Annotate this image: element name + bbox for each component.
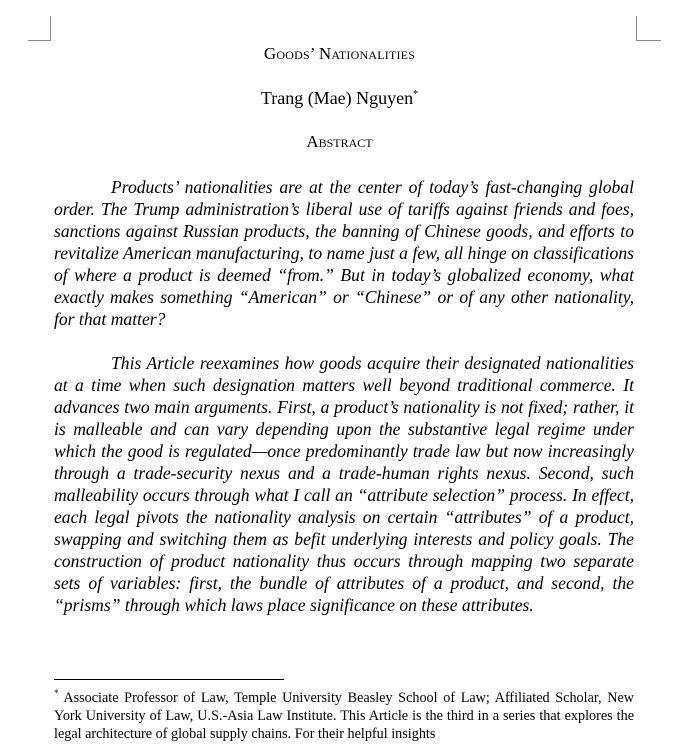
page-corner-mark-right [636, 16, 661, 41]
page-corner-mark-left [28, 16, 51, 41]
footnote-text: Associate Professor of Law, Temple University Beasley School of Law; Affiliated Scholar, New York University of Law, U.S.-Asia Law Institute. This Article is the third in a series that explores the legal architecture of global supply chains. For their helpful insights [54, 690, 635, 742]
author-footnote-marker[interactable]: * [413, 89, 419, 100]
footnote-marker: * [54, 688, 59, 698]
article-title: Goods’ Nationalities [263, 44, 416, 63]
abstract-heading: Abstract [306, 132, 373, 151]
abstract-paragraph-2: This Article reexamines how goods acquire their designated nationalities at a time when such designation matters well beyond traditional commerce. It advances two main arguments. First, a product’s nationality is not fixed; rather, it is malleable and can vary depending upon the substantive legal regime under which the good is regulated—once predominantly trade law but now increasingly through a trade-security nexus and a trade-human rights nexus. Second, such malleability occurs through what I call an “attribute selection” process. In effect, each legal pivots the nationality analysis on certain “attributes” of a product, swapping and switching them as befit underlying interests and policy goals. The construction of product nationality thus occurs through mapping two separate sets of variables: first, the bundle of attributes of a product, and second, the “prisms” through which laws place significance on these attributes. [54, 353, 634, 615]
author-line [0, 88, 679, 109]
footnote [54, 689, 634, 743]
abstract-paragraph-1: Products’ nationalities are at the center of today’s fast-changing global order. The Trump administration’s liberal use of tariffs against friends and foes, sanctions against Russian products, the banning of Chinese goods, and efforts to revitalize American manufacturing, to name just a few, all hinge on classifications of where a product is deemed “from.” But in today’s globalized economy, what exactly makes something “American” or “Chinese” or of any other nationality, for that matter? [54, 177, 634, 329]
author-name: Trang (Mae) Nguyen [260, 88, 414, 108]
footnote-separator [54, 679, 284, 680]
